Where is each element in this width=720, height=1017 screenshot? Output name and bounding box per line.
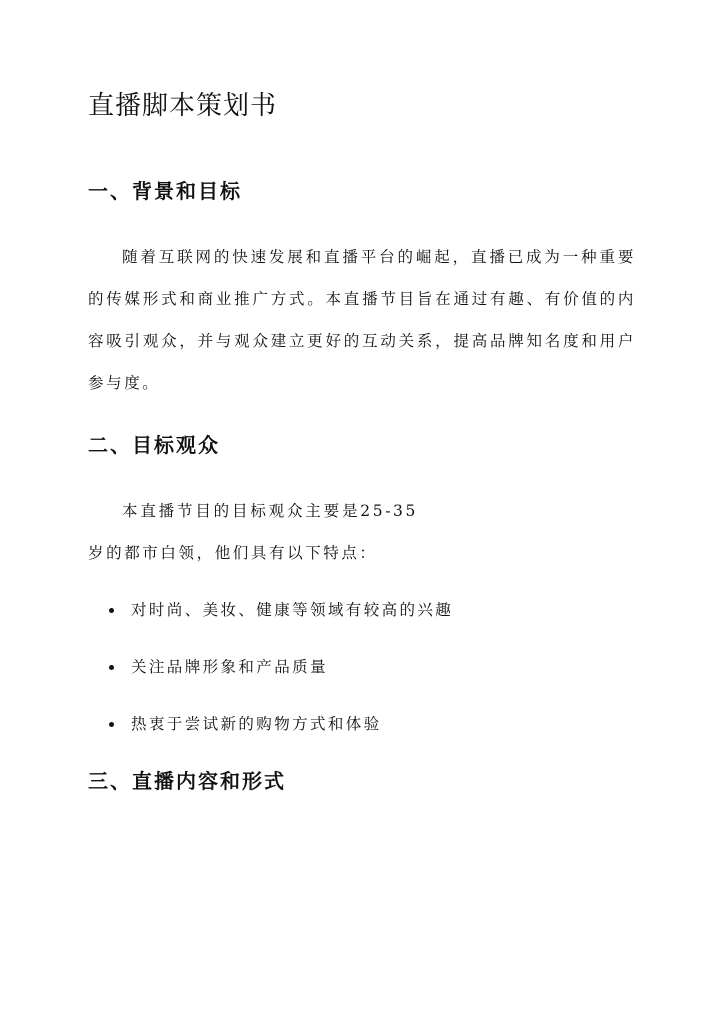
- list-item: [88, 590, 636, 647]
- list-item-text: 热衷于尝试新的购物方式和体验: [131, 715, 382, 733]
- bullet-icon: [109, 722, 114, 727]
- section-heading-background: 一、背景和目标: [88, 179, 242, 203]
- document-title: 直播脚本策划书: [88, 91, 278, 121]
- background-paragraph: 随着互联网的快速发展和直播平台的崛起，直播已成为一种重要的传媒形式和商业推广方式。本直播节目旨在通过有趣、有价值的内容吸引观众，并与观众建立更好的互动关系，提高品牌知名度和用户参与度。: [88, 248, 636, 392]
- audience-paragraph: 本直播节目的目标观众主要是25-35岁的都市白领，他们具有以下特点：: [88, 502, 418, 562]
- list-item: [88, 704, 636, 761]
- section-heading-audience: 二、目标观众: [88, 433, 220, 457]
- audience-traits-list: [88, 590, 636, 761]
- bullet-icon: [109, 665, 114, 670]
- list-item-text: 关注品牌形象和产品质量: [131, 658, 328, 676]
- list-item-text: 对时尚、美妆、健康等领域有较高的兴趣: [131, 601, 454, 619]
- section-heading-content-format: 三、直播内容和形式: [88, 769, 286, 793]
- list-item: [88, 647, 636, 704]
- bullet-icon: [109, 608, 114, 613]
